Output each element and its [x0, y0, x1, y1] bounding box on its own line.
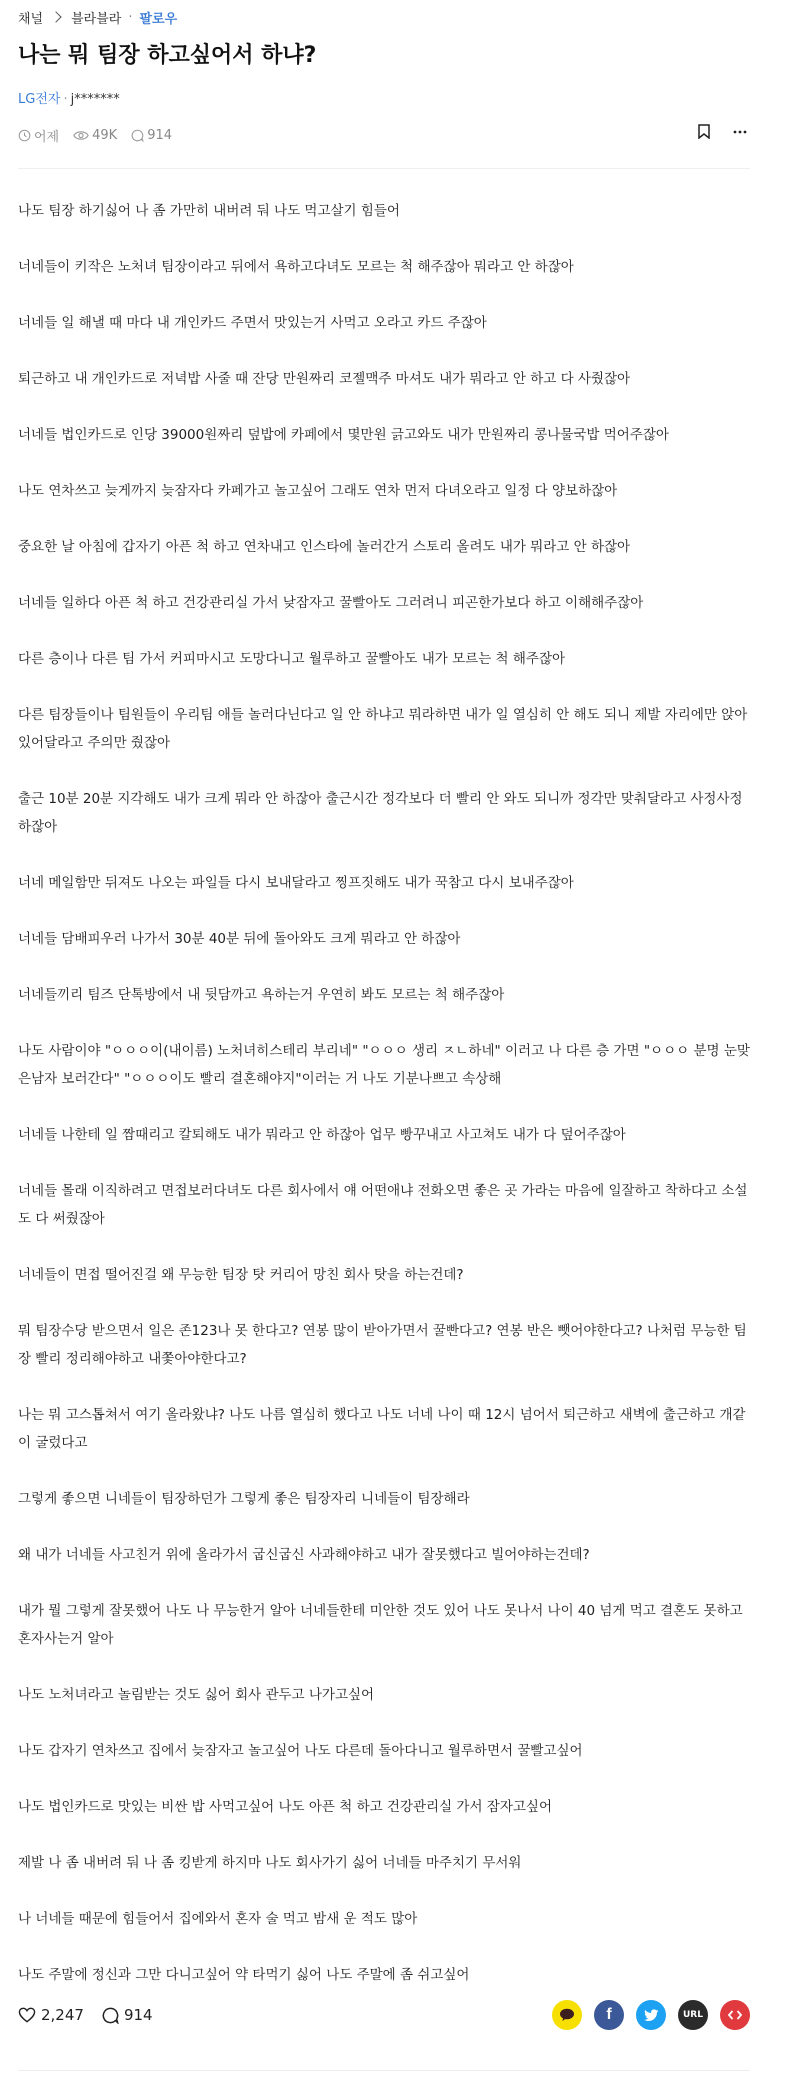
post-paragraph: 나도 갑자기 연차쓰고 집에서 늦잠자고 놀고싶어 나도 다른데 돌아다니고 월루하면서 꿀빨고싶어 [18, 1743, 583, 1759]
code-icon [728, 2009, 742, 2021]
post-paragraph: 나는 뭐 고스톱쳐서 여기 올라왔냐? 나도 나름 열심히 했다고 나도 너네 나이 때 12시 넘어서 퇴근하고 새벽에 출근하고 개같이 굴렀다고 [18, 1407, 746, 1451]
bookmark-button[interactable] [698, 124, 713, 139]
post-paragraph: 나도 주말에 정신과 그만 다니고싶어 약 타먹기 싫어 나도 주말에 좀 쉬고싶어 [18, 1967, 470, 1983]
author-name: j******* [70, 92, 120, 107]
more-horizontal-icon [733, 130, 747, 134]
post-paragraph: 다른 층이나 다른 팀 가서 커피마시고 도망다니고 월루하고 꿀빨아도 내가 모르는 척 해주잖아 [18, 651, 566, 667]
post-paragraph: 출근 10분 20분 지각해도 내가 크게 뭐라 안 하잖아 출근시간 정각보다 더 빨리 안 와도 되니까 정각만 맞춰달라고 사정사정하잖아 [18, 791, 743, 835]
header-divider [18, 168, 750, 169]
post-paragraph: 너네들 일하다 아픈 척 하고 건강관리실 가서 낮잠자고 꿀빨아도 그러려니 피곤한가보다 하고 이해해주잖아 [18, 595, 644, 611]
post-comments-text: 914 [147, 127, 173, 143]
share-buttons [540, 2000, 750, 2030]
post-paragraph: 중요한 날 아침에 갑자기 아픈 척 하고 연차내고 인스타에 놀러간거 스토리 올려도 내가 뭐라고 안 하잖아 [18, 539, 631, 555]
follow-button[interactable]: 팔로우 [139, 11, 178, 27]
eye-icon [73, 129, 89, 142]
embed-share-button[interactable] [720, 2000, 750, 2030]
post-footer [18, 1997, 750, 2033]
post-paragraph: 뭐 팀장수당 받으면서 일은 존123나 못 한다고? 연봉 많이 받아가면서 꿀빤다고? 연봉 반은 뺏어야한다고? 나처럼 무능한 팀장 빨리 정리해야하고 내쫓아야한다고? [18, 1323, 747, 1367]
post-time [18, 126, 59, 145]
author-line [18, 88, 750, 106]
footer-divider [18, 2070, 750, 2071]
url-share-button[interactable] [678, 2000, 708, 2030]
chevron-right-icon [50, 11, 61, 22]
post-paragraph: 다른 팀장들이나 팀원들이 우리팀 애들 놀러다닌다고 일 안 하냐고 뭐라하면 내가 일 열심히 안 해도 되니 제발 자리에만 앉아있어달라고 주의만 줬잖아 [18, 707, 748, 751]
post-paragraph: 너네들 법인카드로 인당 39000원짜리 덮밥에 카페에서 몇만원 긁고와도 내가 만원짜리 콩나물국밥 먹어주잖아 [18, 427, 669, 443]
breadcrumb-dot: · [128, 9, 133, 25]
author-separator: · [63, 92, 68, 107]
post-paragraph: 너네들이 면접 떨어진걸 왜 무능한 팀장 탓 커리어 망친 회사 탓을 하는건데? [18, 1267, 464, 1283]
post-paragraph: 너네들 몰래 이직하려고 면접보러다녀도 다른 회사에서 얘 어떤애냐 전화오면 좋은 곳 가라는 마음에 일잘하고 착하다고 소설도 다 써줬잖아 [18, 1183, 748, 1227]
post-comments [131, 128, 172, 143]
twitter-share-button[interactable] [636, 2000, 666, 2030]
post-paragraph: 너네들이 키작은 노처녀 팀장이라고 뒤에서 욕하고다녀도 모르는 척 해주잖아 뭐라고 안 하잖아 [18, 259, 574, 275]
post-paragraph: 제발 나 좀 내버려 둬 나 좀 킹받게 하지마 나도 회사가기 싫어 너네들 마주치기 무서워 [18, 1855, 522, 1871]
breadcrumb [18, 2, 750, 32]
post-paragraph: 나도 법인카드로 맛있는 비싼 밥 사먹고싶어 나도 아픈 척 하고 건강관리실 가서 잠자고싶어 [18, 1799, 553, 1815]
post-paragraph: 나도 연차쓰고 늦게까지 늦잠자다 카페가고 놀고싶어 그래도 연차 먼저 다녀오라고 일정 다 양보하잖아 [18, 483, 618, 499]
like-count: 2,247 [41, 2006, 84, 2024]
breadcrumb-channel[interactable]: 채널 [18, 11, 44, 27]
heart-icon [18, 2007, 36, 2023]
kakao-icon [559, 2008, 575, 2022]
twitter-icon [644, 2009, 659, 2022]
post-paragraph: 나도 팀장 하기싫어 나 좀 가만히 내버려 둬 나도 먹고살기 힘들어 [18, 203, 400, 219]
facebook-share-button[interactable] [594, 2000, 624, 2030]
facebook-icon: f [606, 2006, 612, 2023]
clock-icon [18, 129, 31, 142]
post-views [73, 128, 117, 143]
like-button[interactable] [18, 2006, 84, 2024]
post-views-text: 49K [92, 127, 118, 143]
comment-icon [102, 2007, 119, 2024]
kakao-share-button[interactable] [552, 2000, 582, 2030]
post-time-text: 어제 [34, 129, 60, 145]
post-paragraph: 퇴근하고 내 개인카드로 저녁밥 사줄 때 잔당 만원짜리 코젤맥주 마셔도 내가 뭐라고 안 하고 다 사줬잖아 [18, 371, 631, 387]
post-paragraph: 나도 노처녀라고 놀림받는 것도 싫어 회사 관두고 나가고싶어 [18, 1687, 375, 1703]
post-paragraph: 너네들 담배피우러 나가서 30분 40분 뒤에 돌아와도 크게 뭐라고 안 하잖아 [18, 931, 461, 947]
post-page [18, 0, 750, 2017]
post-title: 나는 뭐 팀장 하고싶어서 하냐? [18, 43, 317, 68]
comment-count: 914 [123, 2006, 153, 2024]
post-paragraph: 너네들 나한테 일 짬때리고 칼퇴해도 내가 뭐라고 안 하잖아 업무 빵꾸내고 사고쳐도 내가 다 덮어주잖아 [18, 1127, 626, 1143]
more-button[interactable] [733, 130, 750, 134]
author-company[interactable]: LG전자 [18, 92, 61, 107]
post-body [18, 197, 750, 1989]
post-paragraph: 내가 뭘 그렇게 잘못했어 나도 나 무능한거 알아 너네들한테 미안한 것도 있어 나도 못나서 나이 40 넘게 먹고 결혼도 못하고 혼자사는거 알아 [18, 1603, 743, 1647]
post-paragraph: 그렇게 좋으면 니네들이 팀장하던가 그렇게 좋은 팀장자리 니네들이 팀장해라 [18, 1491, 470, 1507]
post-actions [678, 124, 750, 139]
post-meta [18, 124, 750, 146]
comment-icon [131, 129, 144, 142]
post-paragraph: 나 너네들 때문에 힘들어서 집에와서 혼자 술 먹고 밤새 운 적도 많아 [18, 1911, 418, 1927]
post-paragraph: 너네들끼리 팀즈 단톡방에서 내 뒷담까고 욕하는거 우연히 봐도 모르는 척 해주잖아 [18, 987, 505, 1003]
link-icon: URL [683, 2010, 703, 2020]
post-paragraph: 너네 메일함만 뒤져도 나오는 파일들 다시 보내달라고 찡프짓해도 내가 꾹참고 다시 보내주잖아 [18, 875, 574, 891]
bookmark-icon [698, 124, 710, 139]
post-paragraph: 나도 사람이야 "ㅇㅇㅇ이(내이름) 노처녀히스테리 부리네" "ㅇㅇㅇ 생리 ㅈㄴ하네" 이러고 나 다른 층 가면 "ㅇㅇㅇ 분명 눈맞은남자 보러간다" "ㅇㅇㅇ이도 빨리 결혼해야지"이러는 거 나도 기분나쁘고 속상해 [18, 1043, 750, 1087]
post-paragraph: 너네들 일 해낼 때 마다 내 개인카드 주면서 맛있는거 사먹고 오라고 카드 주잖아 [18, 315, 487, 331]
post-paragraph: 왜 내가 너네들 사고친거 위에 올라가서 굽신굽신 사과해야하고 내가 잘못했다고 빌어야하는건데? [18, 1547, 590, 1563]
comment-button[interactable] [102, 2006, 153, 2024]
breadcrumb-board[interactable]: 블라블라 [71, 11, 122, 27]
